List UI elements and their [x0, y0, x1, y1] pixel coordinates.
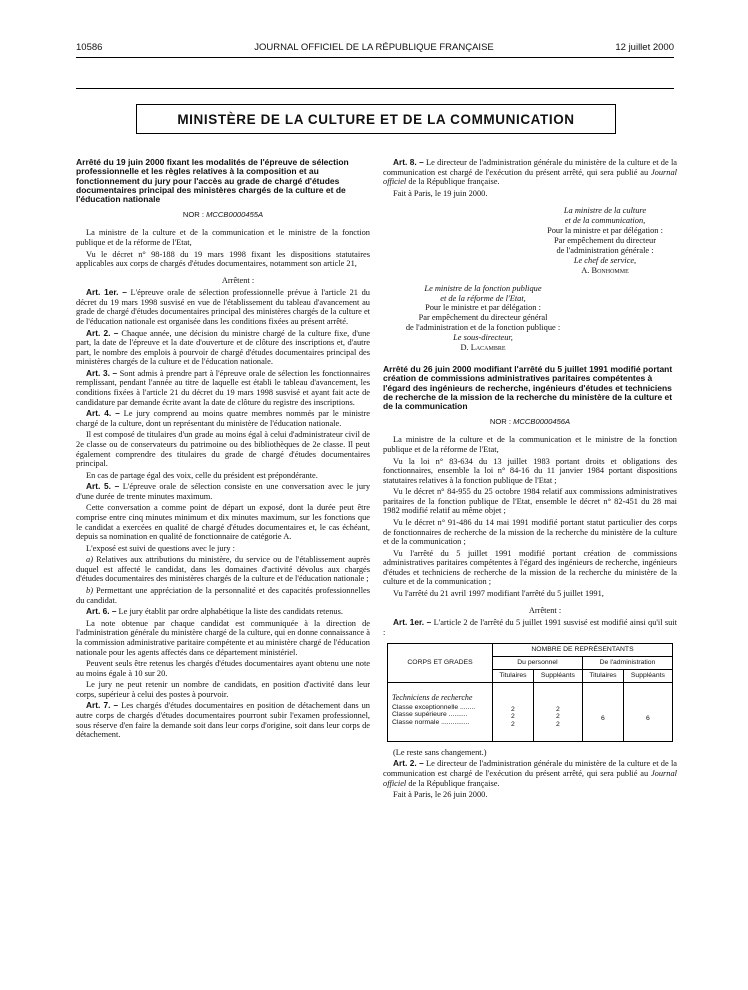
admin-titulaires-value: 6 — [582, 682, 623, 733]
grades-cell: Techniciens de recherche Classe exceptionnelle ........ Classe supérieure .......... Classe normale ............... — [388, 682, 493, 733]
article-4-para: Il est composé de titulaires d'un grade au moins égal à celui d'administrateur civil de 2e classe ou de conservateurs du patrimoine ou des bibliothèques de 2e classe. Il peut également comprendre des titulaires du grade de chargé d'études documentaires principal. — [76, 430, 370, 469]
article-6-para: Le jury ne peut retenir un nombre de candidats, en position d'activité dans leur corps, supérieur à celui des postes à pourvoir. — [76, 680, 370, 699]
visa: Vu le décret n° 91-486 du 14 mai 1991 modifié portant statut particulier des corps de fonctionnaires de recherche de la mission de la recherche du ministère de la culture et de la communication ; — [383, 518, 677, 547]
table-row: Classe normale ............... — [392, 719, 470, 727]
issue-date: 12 juillet 2000 — [615, 42, 674, 53]
article-5-para: Cette conversation a comme point de départ un exposé, dont la durée peut être comprise entre cinq minutes minimum et dix minutes maximum, sur les fonctions que le candidat a exercées en qualité de chargé d'études documentaires et, le cas échéant, depuis sa nomination en qualité de fonctionnaire de catégorie A. — [76, 503, 370, 542]
signature-block: La ministre de la culture et de la communication, Pour la ministre et par délégation : Par empêchement du directeur de l'administration générale : Le chef de service, A. Bonhomme — [547, 206, 663, 275]
nor-reference: NOR : MCCB0000456A — [489, 416, 571, 426]
header-suppleants: Suppléants — [533, 669, 582, 682]
header-nombre: NOMBRE DE REPRÉSENTANTS — [493, 644, 673, 657]
preamble: La ministre de la culture et de la communication et le ministre de la fonction publique et de la réforme de l'Etat, — [76, 228, 370, 247]
titulaires-values: 2 2 2 — [493, 682, 534, 733]
header-rule — [76, 57, 674, 58]
header-suppleants: Suppléants — [623, 669, 672, 682]
arretent: Arrêtent : — [221, 275, 255, 285]
header-corps: CORPS ET GRADES — [388, 644, 493, 682]
decree-title: Arrêté du 19 juin 2000 fixant les modalités de l'épreuve de sélection professionnelle et les règles relatives à la composition et au fonctionnement du jury pour l'accès au grade de chargé d'études documentaires principal des ministères chargés de la culture et de l'éducation nationale — [76, 157, 349, 205]
admin-suppleants-value: 6 — [623, 682, 672, 733]
nor-reference: NOR : MCCB0000455A — [182, 209, 264, 219]
article-7: Art. 7. – Les chargés d'études documentaires en position de détachement dans un autre corps de chargés d'études documentaires pourront subir l'examen professionnel, sous réserve d'en faire la demande soit dans leur corps d'origine, soit dans leur corps de détachement. — [76, 700, 370, 740]
table-row: Classe exceptionnelle ........ — [392, 703, 476, 711]
article-4: Art. 4. – Le jury comprend au moins quatre membres nommés par le ministre chargé de la culture, dont un représentant du ministère de l'éducation nationale. — [76, 408, 370, 428]
article-6-para: La note obtenue par chaque candidat est communiquée à la direction de l'administration générale du ministère chargé de la culture, qui en donne connaissance à la commission administrative paritaire compétente et au ministère chargé de l'éducation nationale pour les agents affectés dans ce département ministériel. — [76, 618, 370, 657]
article-5-item: b) Permettant une appréciation de la personnalité et des capacités professionnelles du candidat. — [76, 586, 371, 605]
decree-title: Arrêté du 26 juin 2000 modifiant l'arrêté du 5 juillet 1991 modifié portant création de commissions administratives paritaires compétentes à l'égard des ingénieurs de recherche, ingénieurs d'études et techniciens de recherche de la mission de la recherche du ministère de la culture et de la communication — [383, 364, 673, 412]
header-titulaires: Titulaires — [493, 669, 534, 682]
visa: Vu l'arrêté du 5 juillet 1991 modifié portant création de commissions administratives paritaires compétentes à l'égard des ingénieurs de recherche, ingénieurs d'études et techniciens de recherche de la mission de la recherche du ministère de la culture et de la communication ; — [383, 548, 677, 587]
visa: Vu l'arrêté du 21 avril 1997 modifiant l'arrêté du 5 juillet 1991, — [393, 589, 604, 599]
signed-date: Fait à Paris, le 26 juin 2000. — [393, 790, 488, 800]
article-8: Art. 8. – Le directeur de l'administration générale du ministère de la culture et de la communication est chargé de l'exécution du présent arrêté, qui sera publié au Journal officiel de la République française. — [383, 157, 678, 187]
right-column — [383, 158, 677, 802]
signature-block: Le ministre de la fonction publique et de la réforme de l'Etat, Pour le ministre et par délégation : Par empêchement du directeur général de l'administration et de la fonction publique : Le sous-directeur, D. Lacambre — [405, 283, 561, 353]
article-1: Art. 1er. – L'épreuve orale de sélection professionnelle prévue à l'article 21 du décret du 19 mars 1998 susvisé en vue de l'établissement du tableau d'avancement au grade de chargé d'études documentaires principal des ministères chargés de la culture et de l'éducation nationale est organisée dans les conditions fixées au présent arrêté. — [76, 287, 370, 326]
suppleants-values: 2 2 2 — [533, 682, 582, 733]
article-2: Art. 2. – Le directeur de l'administration générale du ministère de la culture et de la communication est chargé de l'exécution du présent arrêté, qui sera publié au Journal officiel de la République française. — [383, 758, 678, 788]
article-5-item: a) Relatives aux attributions du ministère, du service ou de l'établissement auprès duquel est affecté le candidat, dans les domaines d'activité dévolus aux chargés d'études documentaires des ministères chargés de la culture et de l'éducation nationale ; — [76, 555, 371, 584]
header-admin: De l'administration — [582, 657, 672, 670]
article-3: Art. 3. – Sont admis à prendre part à l'épreuve orale de sélection les fonctionnaires remplissant, pendant l'année au titre de laquelle est établi le tableau d'avancement, les conditions fixées à l'article 21 du décret du 19 mars 1998 susvisé et ayant fait acte de candidature par demande écrite avant la date de clôture du registre des inscriptions. — [76, 367, 371, 407]
article-5: Art. 5. – L'épreuve orale de sélection consiste en une conversation avec le jury d'une durée de trente minutes maximum. — [76, 481, 371, 501]
preamble: La ministre de la culture et de la communication et le ministre de la fonction publique et de la réforme de l'Etat, — [383, 435, 677, 454]
visa: Vu la loi n° 83-634 du 13 juillet 1983 portant droits et obligations des fonctionnaires, ensemble la loi n° 84-16 du 11 janvier 1984 portant dispositions statutaires relatives à la fonction publique de l'Etat ; — [383, 456, 677, 485]
unchanged-note: (Le reste sans changement.) — [393, 747, 487, 757]
header-personnel: Du personnel — [493, 657, 583, 670]
visa: Vu le décret n° 98-188 du 19 mars 1998 fixant les dispositions statutaires applicables aux corps de chargés d'études documentaires, notamment son article 21, — [76, 249, 370, 269]
ministry-banner: MINISTÈRE DE LA CULTURE ET DE LA COMMUNICATION — [136, 104, 616, 134]
representatives-table — [387, 643, 673, 742]
article-6-para: Peuvent seuls être retenus les chargés d'études documentaires ayant obtenu une note au moins égale à 10 sur 20. — [76, 659, 370, 678]
arretent: Arrêtent : — [528, 605, 562, 615]
article-2: Art. 2. – Chaque année, une décision du ministre chargé de la culture fixe, d'une part, la date de l'épreuve et la date d'ouverture et de clôture des inscriptions et, d'autre part, le nombre des emplois à pourvoir de chargé d'études documentaires principal des ministères chargés de la culture et de l'éducation nationale. — [76, 327, 371, 367]
article-4-para: En cas de partage égal des voix, celle du président est prépondérante. — [86, 470, 318, 480]
left-column — [76, 158, 370, 742]
article-1: Art. 1er. – L'article 2 de l'arrêté du 5 juillet 1991 susvisé est modifié ainsi qu'il suit : — [383, 617, 678, 637]
header-titulaires: Titulaires — [582, 669, 623, 682]
article-5-para: L'exposé est suivi de questions avec le jury : — [86, 543, 235, 553]
visa: Vu le décret n° 84-955 du 25 octobre 1984 relatif aux commissions administratives paritaires de la fonction publique de l'Etat, ensemble le décret n° 82-451 du 28 mai 1982 modifié relatif au même objet ; — [383, 487, 677, 516]
article-6: Art. 6. – Le jury établit par ordre alphabétique la liste des candidats retenus. — [86, 606, 343, 617]
journal-title: JOURNAL OFFICIEL DE LA RÉPUBLIQUE FRANÇAISE — [254, 42, 494, 53]
section-rule — [76, 88, 674, 89]
table-row: Classe supérieure .......... — [392, 711, 468, 719]
page-number: 10586 — [76, 42, 103, 53]
signed-date: Fait à Paris, le 19 juin 2000. — [393, 188, 488, 198]
